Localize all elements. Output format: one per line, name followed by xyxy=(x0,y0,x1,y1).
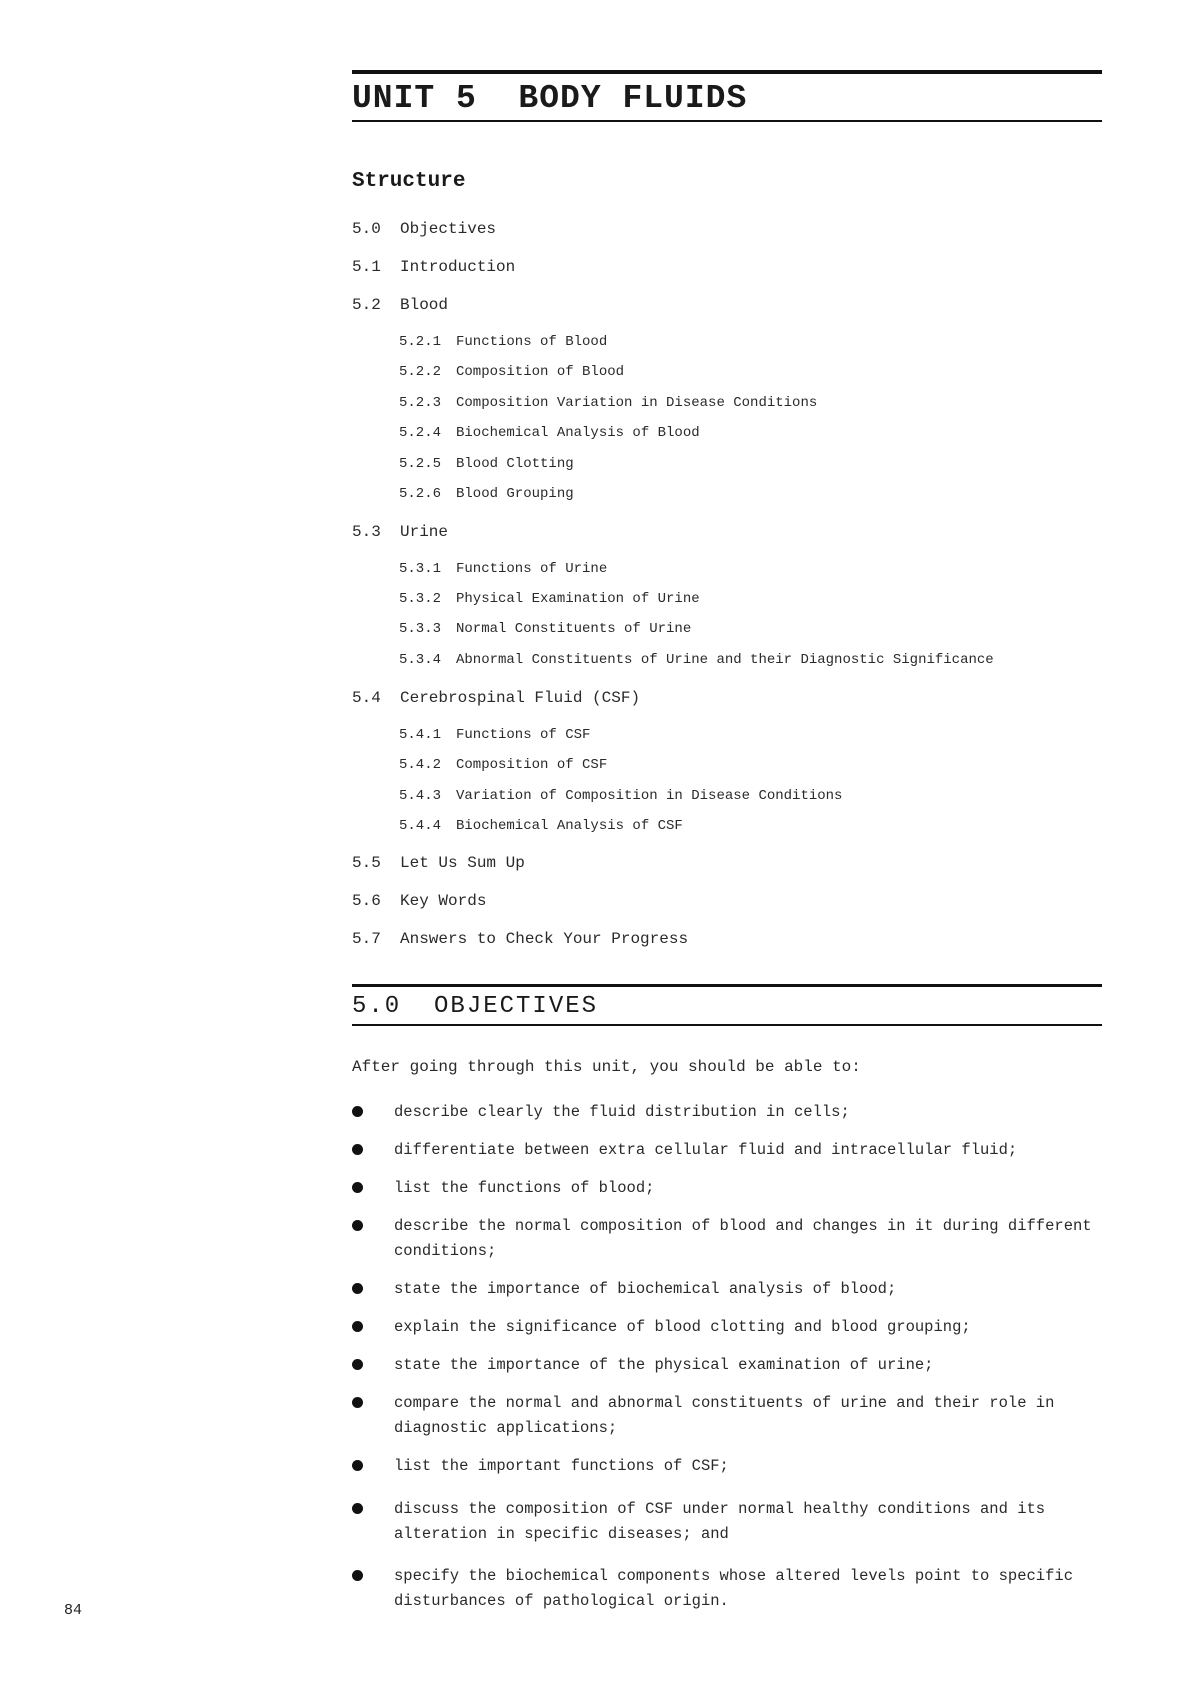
toc-number: 5.2.5 xyxy=(399,456,442,472)
bullet-icon xyxy=(352,1283,363,1294)
objective-text: list the functions of blood; xyxy=(394,1179,655,1197)
toc-number: 5.2.6 xyxy=(399,486,442,502)
objective-item xyxy=(352,1100,1092,1125)
toc-subitem xyxy=(399,425,700,441)
toc-label: Blood Clotting xyxy=(456,456,574,472)
toc-item xyxy=(352,689,640,707)
bullet-icon xyxy=(352,1182,363,1193)
toc-label: Biochemical Analysis of Blood xyxy=(456,425,700,441)
objective-item xyxy=(352,1391,1092,1441)
toc-number: 5.3.3 xyxy=(399,621,442,637)
toc-number: 5.4.4 xyxy=(399,818,442,834)
toc-label: Abnormal Constituents of Urine and their Diagnostic Significance xyxy=(456,652,994,668)
toc-label: Cerebrospinal Fluid (CSF) xyxy=(400,689,641,707)
toc-label: Composition of Blood xyxy=(456,364,625,380)
toc-label: Biochemical Analysis of CSF xyxy=(456,818,683,834)
bullet-icon xyxy=(352,1321,363,1332)
toc-label: Composition of CSF xyxy=(456,757,608,773)
objective-item xyxy=(352,1564,1092,1614)
toc-label: Key Words xyxy=(400,892,487,910)
objective-item xyxy=(352,1176,1092,1201)
toc-number: 5.2.1 xyxy=(399,334,442,350)
toc-label: Composition Variation in Disease Conditions xyxy=(456,395,818,411)
bullet-icon xyxy=(352,1397,363,1408)
toc-label: Functions of Blood xyxy=(456,334,608,350)
toc-label: Answers to Check Your Progress xyxy=(400,930,689,948)
toc-subitem xyxy=(399,334,607,350)
toc-label: Introduction xyxy=(400,258,516,276)
toc-subitem xyxy=(399,788,842,804)
toc-label: Let Us Sum Up xyxy=(400,854,525,872)
objective-text: state the importance of biochemical analysis of blood; xyxy=(394,1280,897,1298)
objective-text: discuss the composition of CSF under normal healthy conditions and its alteration in specific diseases; and xyxy=(394,1500,1046,1543)
bullet-icon xyxy=(352,1359,363,1370)
toc-number: 5.4 xyxy=(352,689,381,707)
bullet-icon xyxy=(352,1106,363,1117)
toc-number: 5.3.2 xyxy=(399,591,442,607)
toc-number: 5.4.3 xyxy=(399,788,442,804)
toc-number: 5.2.2 xyxy=(399,364,442,380)
toc-item xyxy=(352,258,515,276)
toc-number: 5.3.1 xyxy=(399,561,442,577)
toc-number: 5.5 xyxy=(352,854,381,872)
toc-item xyxy=(352,296,448,314)
objective-text: list the important functions of CSF; xyxy=(394,1457,729,1475)
objective-item xyxy=(352,1497,1092,1547)
toc-label: Physical Examination of Urine xyxy=(456,591,700,607)
objectives-title: 5.0 OBJECTIVES xyxy=(352,993,599,1020)
bullet-icon xyxy=(352,1570,363,1581)
objective-text: specify the biochemical components whose altered levels point to specific disturbances of pathological origin. xyxy=(394,1567,1074,1610)
toc-item xyxy=(352,892,486,910)
objective-item xyxy=(352,1277,1092,1302)
toc-label: Variation of Composition in Disease Conditions xyxy=(456,788,843,804)
toc-item xyxy=(352,930,688,948)
toc-subitem xyxy=(399,818,683,834)
toc-subitem xyxy=(399,591,700,607)
unit-title: UNIT 5 BODY FLUIDS xyxy=(352,80,748,117)
toc-subitem xyxy=(399,757,607,773)
bullet-icon xyxy=(352,1144,363,1155)
toc-subitem xyxy=(399,395,817,411)
toc-subitem xyxy=(399,486,574,502)
toc-subitem xyxy=(399,561,607,577)
toc-subitem xyxy=(399,727,590,743)
toc-label: Urine xyxy=(400,523,449,541)
toc-item xyxy=(352,854,525,872)
toc-item xyxy=(352,220,496,238)
toc-label: Blood Grouping xyxy=(456,486,574,502)
toc-label: Functions of CSF xyxy=(456,727,591,743)
objective-text: describe the normal composition of blood and changes in it during different conditions; xyxy=(394,1217,1092,1260)
toc-number: 5.3.4 xyxy=(399,652,442,668)
toc-subitem xyxy=(399,364,624,380)
objective-text: describe clearly the fluid distribution in cells; xyxy=(394,1103,850,1121)
objective-text: explain the significance of blood clotting and blood grouping; xyxy=(394,1318,971,1336)
objective-text: compare the normal and abnormal constituents of urine and their role in diagnostic applications; xyxy=(394,1394,1055,1437)
objective-item xyxy=(352,1214,1092,1264)
objective-item xyxy=(352,1353,1092,1378)
toc-number: 5.4.1 xyxy=(399,727,442,743)
toc-number: 5.4.2 xyxy=(399,757,442,773)
toc-label: Blood xyxy=(400,296,449,314)
bullet-icon xyxy=(352,1220,363,1231)
objectives-intro: After going through this unit, you should be able to: xyxy=(352,1058,861,1076)
toc-number: 5.2.4 xyxy=(399,425,442,441)
page-number: 84 xyxy=(64,1602,83,1619)
toc-number: 5.7 xyxy=(352,930,381,948)
objective-item xyxy=(352,1315,1092,1340)
toc-item xyxy=(352,523,448,541)
structure-heading: Structure xyxy=(352,170,466,193)
toc-number: 5.0 xyxy=(352,220,381,238)
objective-item xyxy=(352,1138,1092,1163)
bullet-icon xyxy=(352,1503,363,1514)
objective-text: state the importance of the physical examination of urine; xyxy=(394,1356,934,1374)
toc-label: Functions of Urine xyxy=(456,561,608,577)
toc-subitem xyxy=(399,621,691,637)
unit-header xyxy=(352,70,1102,122)
toc-label: Normal Constituents of Urine xyxy=(456,621,692,637)
toc-subitem xyxy=(399,456,574,472)
toc-label: Objectives xyxy=(400,220,497,238)
toc-number: 5.2 xyxy=(352,296,381,314)
toc-number: 5.2.3 xyxy=(399,395,442,411)
objectives-header xyxy=(352,984,1102,1026)
objective-item xyxy=(352,1454,1092,1479)
toc-number: 5.1 xyxy=(352,258,381,276)
toc-number: 5.6 xyxy=(352,892,381,910)
toc-subitem xyxy=(399,652,994,668)
toc-number: 5.3 xyxy=(352,523,381,541)
bullet-icon xyxy=(352,1460,363,1471)
objective-text: differentiate between extra cellular fluid and intracellular fluid; xyxy=(394,1141,1018,1159)
